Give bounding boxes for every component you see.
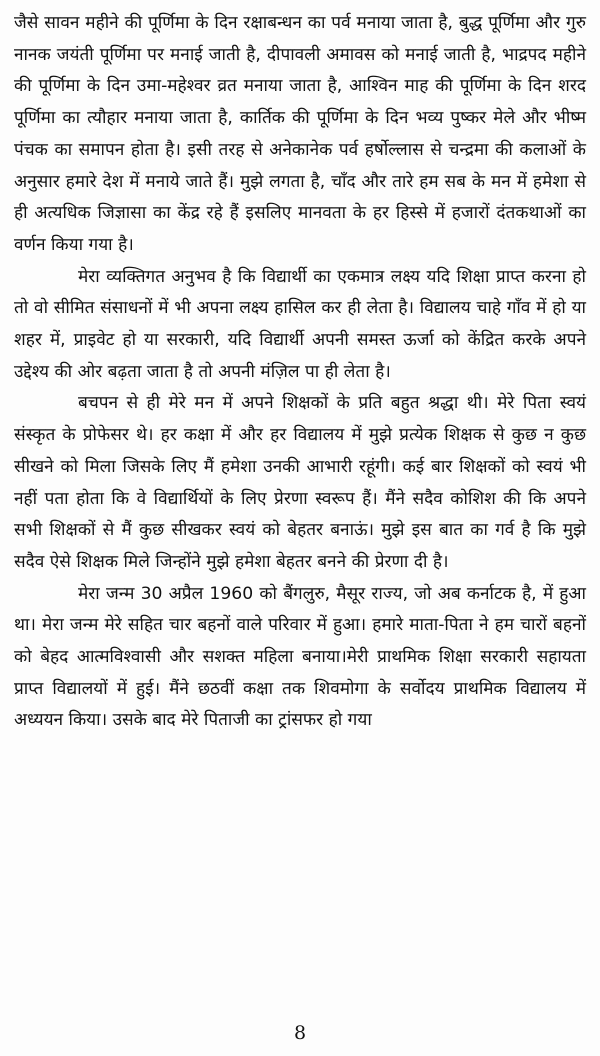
paragraph-student-experience: मेरा व्यक्तिगत अनुभव है कि विद्यार्थी का एकमात्र लक्ष्य यदि शिक्षा प्राप्त करना हो तो वो सीमित संसाधनों में भी अपना लक्ष्य हासिल कर ही लेता है। विद्यालय चाहे गाँव में हो या शहर में, प्राइवेट हो या सरकारी, यदि विद्यार्थी अपनी समस्त ऊर्जा को केंद्रित करके अपने उद्देश्य की ओर बढ़ता जाता है तो अपनी मंज़िल पा ही लेता है। xyxy=(14,266,586,382)
paragraph-teachers: बचपन से ही मेरे मन में अपने शिक्षकों के प्रति बहुत श्रद्धा थी। मेरे पिता स्वयं संस्कृत के प्रोफेसर थे। हर कक्षा में और हर विद्यालय में मुझे प्रत्येक शिक्षक से कुछ न कुछ सीखने को मिला जिसके लिए मैं हमेशा उनकी आभारी रहूंगी। कई बार शिक्षकों को स्वयं भी नहीं पता होता कि वे विद्यार्थियों के लिए प्रेरणा स्वरूप हैं। मैंने सदैव कोशिश की कि अपने सभी शिक्षकों से मैं कुछ सीखकर स्वयं को बेहतर बनाऊं। मुझे इस बात का गर्व है कि मुझे सदैव ऐसे शिक्षक मिले जिन्होंने मुझे हमेशा बेहतर बनने की प्रेरणा दी है। xyxy=(14,393,586,572)
paragraph-birth: मेरा जन्म 30 अप्रैल 1960 को बैंगलुरु, मैसूर राज्य, जो अब कर्नाटक है, में हुआ था। मेरा जन्म मेरे सहित चार बहनों वाले परिवार में हुआ। हमारे माता-पिता ने हम चारों बहनों को बेहद आत्मविश्वासी और सशक्त महिला बनाया।मेरी प्राथमिक शिक्षा सरकारी सहायता प्राप्त विद्यालयों में हुई। मैंने छठवीं कक्षा तक शिवमोगा के सर्वोदय प्राथमिक विद्यालय में अध्ययन किया। उसके बाद मेरे पिताजी का ट्रांसफर हो गया xyxy=(14,583,586,731)
page-number: 8 xyxy=(293,1022,307,1044)
page-body-text xyxy=(14,8,586,737)
paragraph-festivals: जैसे सावन महीने की पूर्णिमा के दिन रक्षाबन्धन का पर्व मनाया जाता है, बुद्ध पूर्णिमा और गुरु नानक जयंती पूर्णिमा पर मनाई जाती है, दीपावली अमावस को मनाई जाती है, भाद्रपद महीने की पूर्णिमा के दिन उमा-महेश्वर व्रत मनाया जाता है, आश्विन माह की पूर्णिमा के दिन शरद पूर्णिमा का त्यौहार मनाया जाता है, कार्तिक की पूर्णिमा के दिन भव्य पुष्कर मेले और भीष्म पंचक का समापन होता है। इसी तरह से अनेकानेक पर्व हर्षोल्लास से चन्द्रमा की कलाओं के अनुसार हमारे देश में मनाये जाते हैं। मुझे लगता है, चाँद और तारे हम सब के मन में हमेशा से ही अत्यधिक जिज्ञासा का केंद्र रहे हैं इसलिए मानवता के हर हिस्से में हजारों दंतकथाओं का वर्णन किया गया है। xyxy=(14,13,586,255)
